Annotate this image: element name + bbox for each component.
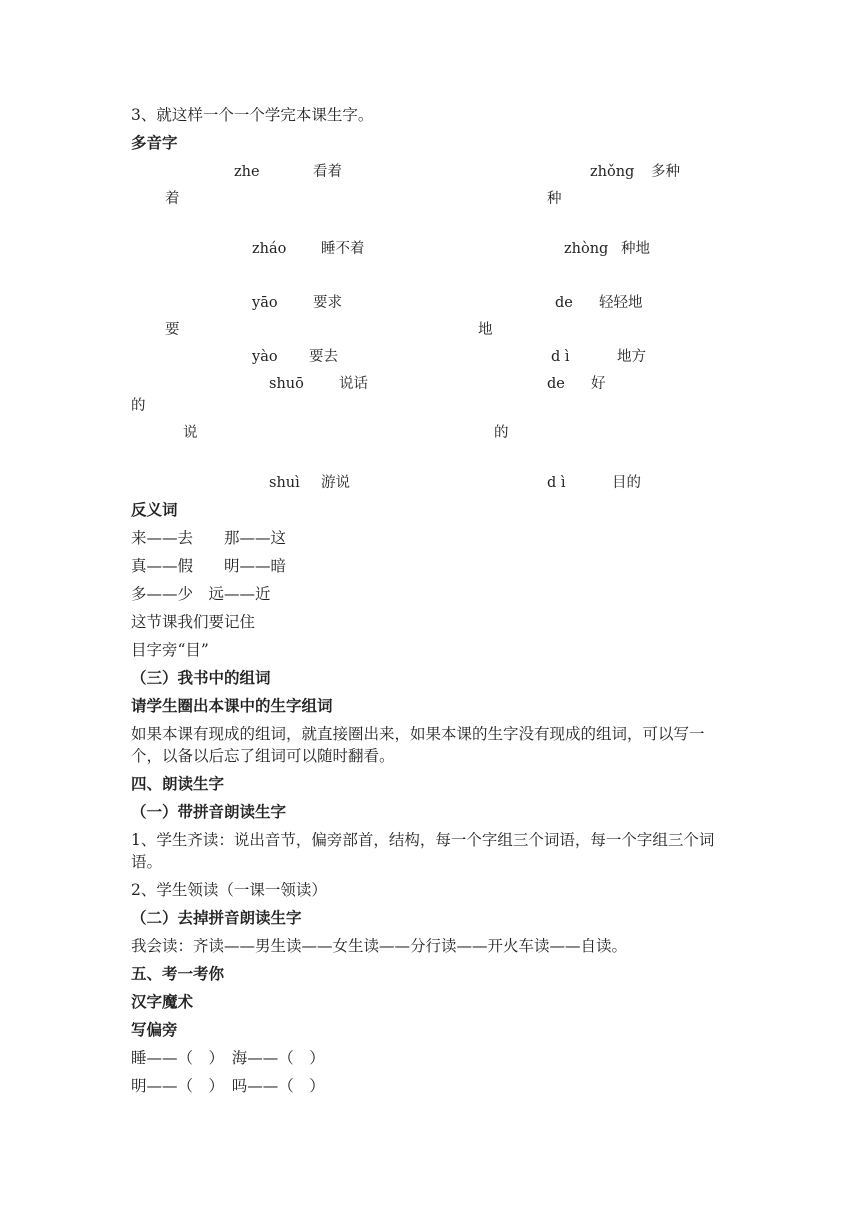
heading-polyphone: 多音字 bbox=[131, 134, 178, 152]
word: 游说 bbox=[321, 475, 350, 491]
pinyin: de bbox=[555, 295, 573, 311]
heading-circle-words: 请学生圈出本课中的生字组词 bbox=[131, 697, 333, 715]
paragraph-circle: 如果本课有现成的组词，就直接圈出来，如果本课的生字没有现成的组词，可以写一个，以备以后忘了组词可以随时翻看。 bbox=[131, 725, 705, 765]
heading-test: 五、考一考你 bbox=[131, 965, 225, 983]
polyphone-char: 种 bbox=[547, 191, 562, 207]
word: 多种 bbox=[651, 164, 680, 180]
radical-line: 目字旁“目” bbox=[131, 641, 209, 659]
word: 好 bbox=[591, 376, 606, 392]
intro-line: 3、就这样一个一个学完本课生字。 bbox=[131, 106, 374, 124]
polyphone-char: 的 bbox=[494, 425, 509, 441]
heading-radical: 写偏旁 bbox=[131, 1021, 178, 1039]
polyphone-char: 的 bbox=[131, 398, 146, 414]
antonym-line: 真——假 明——暗 bbox=[131, 557, 287, 575]
word: 要求 bbox=[313, 295, 342, 311]
pinyin: shuì bbox=[269, 475, 300, 491]
pinyin: zhe bbox=[234, 164, 260, 180]
heading-read-nopinyin: （二）去掉拼音朗读生字 bbox=[131, 909, 302, 927]
radical-exercise: 明——（ ） 吗——（ ） bbox=[131, 1077, 325, 1095]
polyphone-char: 要 bbox=[165, 322, 180, 338]
pinyin: zhòng bbox=[564, 241, 609, 257]
pinyin: shuō bbox=[269, 376, 304, 392]
heading-read-pinyin: （一）带拼音朗读生字 bbox=[131, 803, 287, 821]
heading-antonym: 反义词 bbox=[131, 501, 178, 519]
pinyin: d ì bbox=[551, 349, 570, 365]
word: 看着 bbox=[313, 164, 342, 180]
pinyin: de bbox=[547, 376, 565, 392]
heading-read: 四、朗读生字 bbox=[131, 775, 225, 793]
polyphone-char: 说 bbox=[183, 425, 198, 441]
pinyin: yào bbox=[252, 349, 278, 365]
read-modes-line: 我会读：齐读——男生读——女生读——分行读——开火车读——自读。 bbox=[131, 937, 628, 955]
word: 睡不着 bbox=[321, 241, 365, 257]
word: 种地 bbox=[621, 241, 650, 257]
heading-magic: 汉字魔术 bbox=[131, 993, 194, 1011]
remember-line: 这节课我们要记住 bbox=[131, 613, 256, 631]
word: 要去 bbox=[309, 349, 338, 365]
heading-book-words: （三）我书中的组词 bbox=[131, 669, 271, 687]
antonym-line: 来——去 那——这 bbox=[131, 529, 287, 547]
pinyin: d ì bbox=[547, 475, 566, 491]
polyphone-char: 着 bbox=[165, 191, 180, 207]
paragraph-read1: 1、学生齐读：说出音节，偏旁部首，结构，每一个字组三个词语，每一个字组三个词语。 bbox=[131, 831, 715, 871]
radical-exercise: 睡——（ ） 海——（ ） bbox=[131, 1049, 325, 1067]
word: 说话 bbox=[339, 376, 368, 392]
pinyin: zhǒng bbox=[590, 164, 635, 180]
pinyin: yāo bbox=[252, 295, 278, 311]
word: 地方 bbox=[617, 349, 646, 365]
read-lead-line: 2、学生领读（一课一领读） bbox=[131, 881, 327, 899]
pinyin: zháo bbox=[252, 241, 287, 257]
antonym-line: 多——少 远——近 bbox=[131, 585, 271, 603]
word: 目的 bbox=[612, 475, 641, 491]
word: 轻轻地 bbox=[599, 295, 643, 311]
polyphone-char: 地 bbox=[478, 322, 493, 338]
